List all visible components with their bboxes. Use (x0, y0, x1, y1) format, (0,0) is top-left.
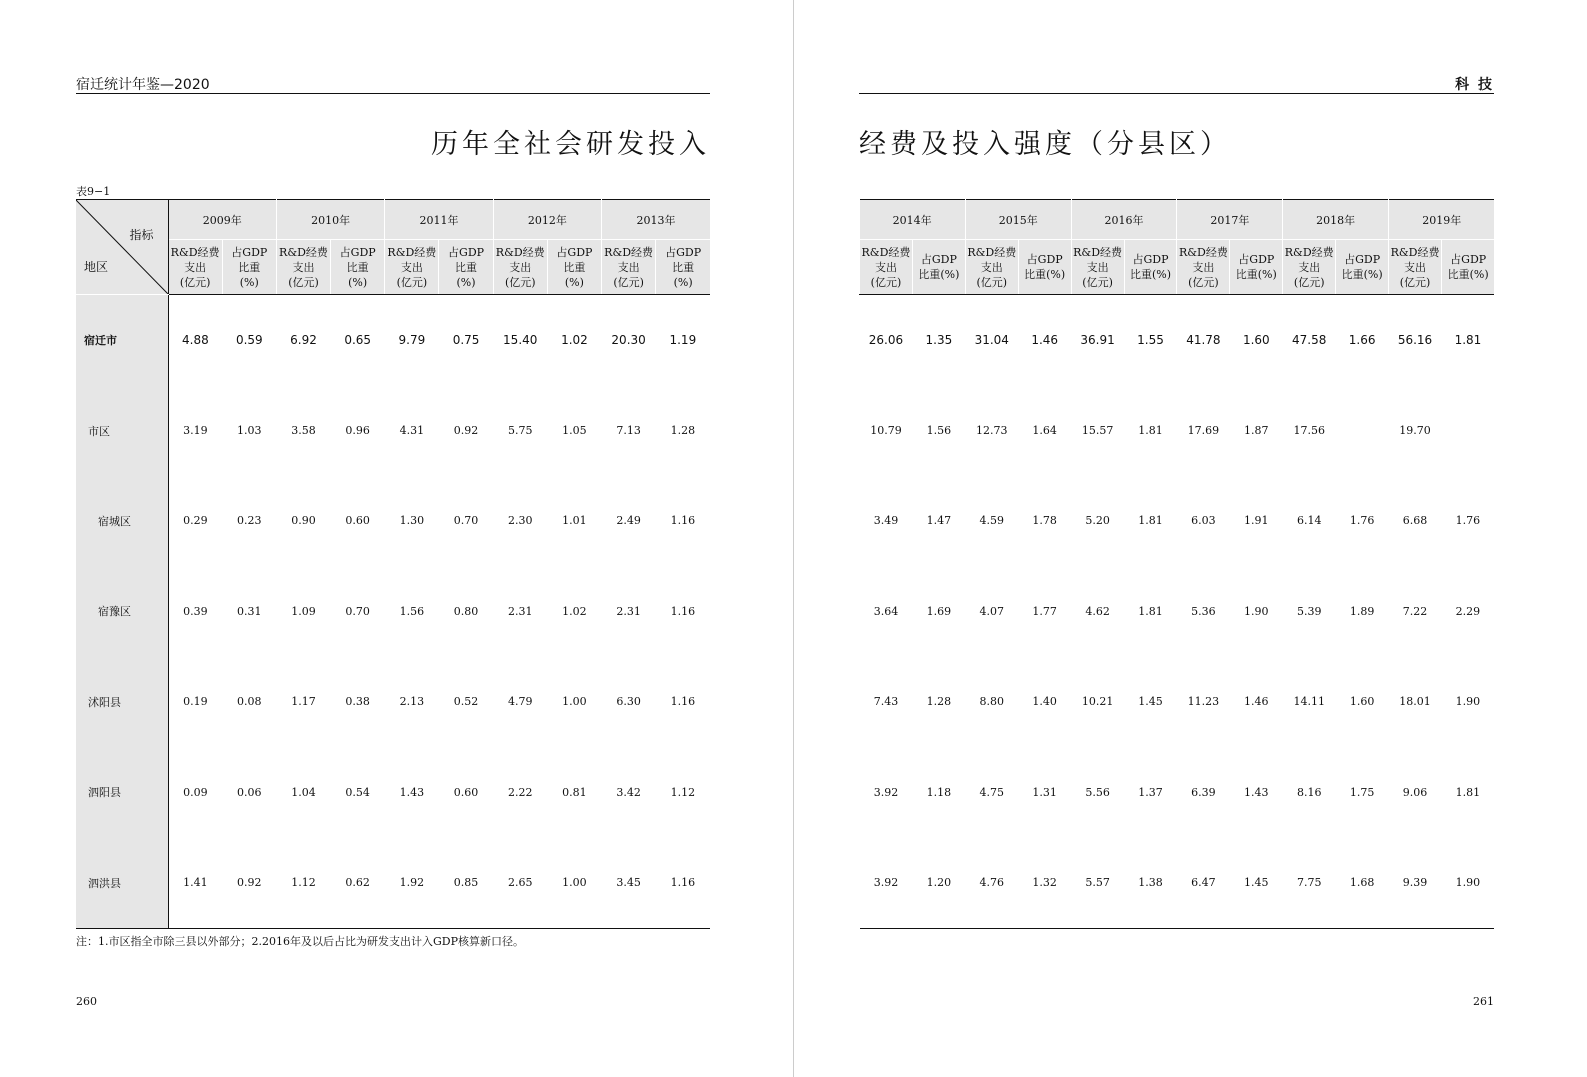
rd-value-cell: 2.22 (507, 785, 533, 799)
gdp-share-cell: 0.38 (345, 695, 370, 709)
rd-value-cell: 10.79 (870, 424, 902, 438)
gdp-share-cell: 1.66 (1348, 333, 1376, 348)
rd-expenditure-header: R&D经费 支出 (亿元) (1071, 240, 1124, 295)
rd-value-cell: 0.29 (183, 514, 208, 528)
running-header-right: 科 技 (1455, 77, 1494, 93)
gdp-share-cell: 1.12 (670, 785, 696, 799)
gdp-share-header: 占GDP 比重(%) (1124, 240, 1177, 295)
gdp-share-cell: 1.90 (1244, 604, 1269, 618)
gdp-share-cell: 1.45 (1138, 695, 1163, 709)
rd-value-cell: 9.79 (398, 333, 426, 348)
region-name: 泗阳县 (76, 747, 168, 837)
gdp-share-cell: 1.46 (1244, 695, 1269, 709)
rd-expenditure-header: R&D经费 支出 (亿元) (602, 240, 656, 295)
table-row (76, 837, 710, 928)
table-row (76, 747, 710, 837)
gdp-share-header: 占GDP 比重(%) (1018, 240, 1071, 295)
gdp-share-cell: 1.81 (1138, 514, 1163, 528)
rd-value-cell: 2.49 (616, 514, 641, 528)
gdp-share-cell: 1.05 (562, 424, 587, 438)
year-header: 2014年 (860, 200, 966, 240)
year-header: 2019年 (1389, 200, 1495, 240)
gdp-share-cell: 1.19 (669, 333, 697, 348)
rd-value-cell: 10.21 (1081, 695, 1114, 709)
rd-value-cell: 2.65 (493, 837, 547, 928)
gdp-share-cell: 1.90 (1441, 837, 1494, 928)
rd-value-cell: 3.92 (873, 785, 899, 799)
rd-value-cell: 17.56 (1293, 424, 1325, 438)
gdp-share-cell: 1.76 (1455, 514, 1481, 528)
rd-value-cell: 8.80 (979, 695, 1005, 709)
gdp-share-cell: 0.92 (453, 424, 479, 438)
corner-indicator-label: 指标 (129, 228, 154, 242)
gdp-share-cell: 0.96 (345, 424, 370, 438)
gdp-share-cell: 0.59 (235, 333, 263, 348)
gdp-share-header: 占GDP 比重(%) (1336, 240, 1389, 295)
gdp-share-cell: 0.85 (439, 837, 493, 928)
gdp-share-cell: 1.00 (547, 837, 601, 928)
gdp-share-header: 占GDP 比重 (%) (547, 240, 601, 295)
year-header: 2013年 (602, 200, 710, 240)
gdp-share-cell: 1.81 (1138, 424, 1163, 438)
gdp-share-cell: 1.28 (670, 424, 696, 438)
gdp-share-cell: 1.31 (1032, 785, 1057, 799)
rd-value-cell: 3.42 (616, 785, 641, 799)
gdp-share-cell: 1.16 (670, 514, 696, 528)
gdp-share-cell: 0.62 (331, 837, 385, 928)
gdp-share-cell: 1.69 (926, 604, 952, 618)
gdp-share-cell: 1.35 (925, 333, 953, 348)
table-row (860, 295, 1495, 386)
gdp-share-cell: 0.23 (237, 514, 262, 528)
rd-value-cell: 17.69 (1187, 424, 1220, 438)
page-number-left: 260 (76, 995, 97, 1008)
year-header: 2011年 (385, 200, 493, 240)
gdp-share-cell: 0.54 (345, 785, 370, 799)
region-name: 宿迁市 (76, 295, 168, 386)
gdp-share-cell: 1.90 (1455, 695, 1481, 709)
gdp-share-cell: 1.16 (656, 837, 710, 928)
table-row (860, 747, 1495, 837)
rd-value-cell: 15.40 (503, 333, 538, 348)
gdp-share-header: 占GDP 比重 (%) (656, 240, 710, 295)
header-rule-left (76, 93, 710, 94)
gdp-share-cell: 1.16 (670, 695, 696, 709)
corner-diagonal-line (76, 200, 168, 294)
gdp-share-cell: 1.28 (926, 695, 952, 709)
rd-value-cell: 4.88 (182, 333, 209, 348)
left-page (0, 0, 793, 1077)
rd-value-cell: 4.62 (1085, 604, 1110, 618)
gdp-share-header: 占GDP 比重 (%) (439, 240, 493, 295)
gdp-share-cell: 1.81 (1138, 604, 1163, 618)
rd-value-cell: 5.36 (1191, 604, 1216, 618)
rd-value-cell: 1.09 (291, 604, 316, 618)
gdp-share-cell: 1.40 (1032, 695, 1057, 709)
gdp-share-cell: 1.60 (1242, 333, 1270, 348)
gdp-share-cell: 0.70 (453, 514, 479, 528)
rd-value-cell: 7.75 (1283, 837, 1336, 928)
rd-value-cell: 56.16 (1397, 333, 1433, 348)
gdp-share-cell: 1.75 (1349, 785, 1375, 799)
data-table-right (859, 199, 1494, 929)
table-row (76, 295, 710, 386)
gdp-share-cell: 0.60 (345, 514, 370, 528)
year-header: 2009年 (168, 200, 276, 240)
gdp-share-cell: 1.20 (912, 837, 965, 928)
gdp-share-header: 占GDP 比重(%) (1230, 240, 1283, 295)
rd-value-cell: 6.68 (1402, 514, 1428, 528)
gdp-share-cell: 0.08 (237, 695, 262, 709)
year-header: 2015年 (965, 200, 1071, 240)
gdp-share-cell (1441, 385, 1494, 475)
rd-value-cell: 3.49 (873, 514, 899, 528)
gdp-share-cell: 1.18 (926, 785, 952, 799)
rd-value-cell: 2.13 (399, 695, 425, 709)
gdp-share-cell: 1.55 (1137, 333, 1164, 348)
gdp-share-cell: 1.78 (1032, 514, 1057, 528)
gdp-share-cell: 0.31 (237, 604, 262, 618)
gdp-share-cell: 1.68 (1336, 837, 1389, 928)
gdp-share-cell: 0.75 (452, 333, 480, 348)
rd-value-cell: 3.19 (183, 424, 208, 438)
page-title-part1: 历年全社会研发投入 (431, 129, 710, 160)
table-row (76, 566, 710, 656)
data-table-left (76, 199, 710, 929)
rd-value-cell: 14.11 (1293, 695, 1325, 709)
gdp-share-cell: 1.64 (1032, 424, 1057, 438)
year-header: 2018年 (1283, 200, 1389, 240)
rd-value-cell: 4.75 (979, 785, 1005, 799)
gdp-share-cell: 1.46 (1031, 333, 1059, 348)
rd-expenditure-header: R&D经费 支出 (亿元) (168, 240, 222, 295)
gdp-share-cell: 1.01 (562, 514, 587, 528)
table-row (860, 837, 1495, 928)
gdp-share-cell: 1.45 (1230, 837, 1283, 928)
rd-value-cell: 0.39 (183, 604, 208, 618)
gdp-share-cell: 1.81 (1455, 785, 1481, 799)
gdp-share-cell: 1.89 (1349, 604, 1375, 618)
rd-value-cell: 1.92 (385, 837, 439, 928)
rd-value-cell: 1.17 (291, 695, 316, 709)
gdp-share-header: 占GDP 比重 (%) (331, 240, 385, 295)
gdp-share-cell: 0.81 (562, 785, 587, 799)
gdp-share-cell: 1.02 (562, 604, 587, 618)
gdp-share-cell: 1.43 (1244, 785, 1269, 799)
rd-value-cell: 47.58 (1292, 333, 1327, 348)
gdp-share-header: 占GDP 比重(%) (912, 240, 965, 295)
rd-value-cell: 15.57 (1081, 424, 1114, 438)
rd-value-cell: 5.57 (1071, 837, 1124, 928)
rd-value-cell: 6.03 (1191, 514, 1216, 528)
table-row (860, 566, 1495, 656)
region-name: 沭阳县 (76, 657, 168, 747)
rd-value-cell: 8.16 (1296, 785, 1322, 799)
rd-value-cell: 1.30 (399, 514, 425, 528)
rd-expenditure-header: R&D经费 支出 (亿元) (1177, 240, 1230, 295)
rd-expenditure-header: R&D经费 支出 (亿元) (1283, 240, 1336, 295)
year-header: 2012年 (493, 200, 601, 240)
table-row (76, 385, 710, 475)
rd-value-cell: 6.92 (290, 333, 317, 348)
gdp-share-cell: 0.92 (222, 837, 276, 928)
gdp-share-cell: 1.91 (1244, 514, 1269, 528)
rd-value-cell: 6.30 (616, 695, 641, 709)
rd-value-cell: 26.06 (868, 333, 904, 348)
rd-value-cell: 1.04 (291, 785, 316, 799)
table-footnote: 注：1.市区指全市除三县以外部分；2.2016年及以后占比为研发支出计入GDP核算新口径。 (76, 935, 524, 948)
corner-region-label: 地区 (84, 260, 109, 274)
rd-expenditure-header: R&D经费 支出 (亿元) (493, 240, 547, 295)
rd-value-cell: 5.56 (1085, 785, 1110, 799)
rd-value-cell: 6.14 (1296, 514, 1322, 528)
rd-value-cell: 5.75 (507, 424, 533, 438)
rd-value-cell: 9.39 (1389, 837, 1442, 928)
rd-value-cell: 2.31 (507, 604, 533, 618)
rd-value-cell: 0.09 (183, 785, 208, 799)
region-name: 市区 (76, 385, 168, 475)
rd-value-cell: 19.70 (1399, 424, 1431, 438)
year-header: 2017年 (1177, 200, 1283, 240)
gdp-share-cell: 1.76 (1349, 514, 1375, 528)
table-row (860, 657, 1495, 747)
rd-value-cell: 6.47 (1177, 837, 1230, 928)
gdp-share-cell: 1.38 (1124, 837, 1177, 928)
table-corner-header (76, 200, 168, 295)
rd-expenditure-header: R&D经费 支出 (亿元) (385, 240, 439, 295)
gdp-share-cell: 0.06 (237, 785, 262, 799)
gdp-share-cell: 1.87 (1244, 424, 1269, 438)
page-number-right: 261 (1473, 995, 1494, 1008)
gdp-share-cell: 1.37 (1138, 785, 1163, 799)
rd-value-cell: 1.56 (399, 604, 425, 618)
rd-value-cell: 6.39 (1191, 785, 1216, 799)
region-name: 宿城区 (76, 476, 168, 566)
rd-value-cell: 3.58 (291, 424, 316, 438)
table-row (76, 476, 710, 566)
gdp-share-cell: 0.65 (344, 333, 372, 348)
rd-value-cell: 5.39 (1296, 604, 1322, 618)
rd-value-cell: 12.73 (976, 424, 1008, 438)
region-name: 泗洪县 (76, 837, 168, 928)
rd-value-cell: 7.13 (616, 424, 641, 438)
table-row (76, 657, 710, 747)
rd-value-cell: 7.43 (873, 695, 899, 709)
table-row (860, 385, 1495, 475)
header-rule-right (859, 93, 1494, 94)
rd-value-cell: 4.76 (965, 837, 1018, 928)
rd-value-cell: 5.20 (1085, 514, 1110, 528)
rd-value-cell: 11.23 (1187, 695, 1220, 709)
gdp-share-cell (1336, 385, 1389, 475)
rd-value-cell: 9.06 (1402, 785, 1428, 799)
rd-value-cell: 2.30 (507, 514, 533, 528)
table-row (860, 476, 1495, 566)
rd-value-cell: 20.30 (611, 333, 646, 348)
rd-value-cell: 1.12 (276, 837, 330, 928)
gdp-share-cell: 1.16 (670, 604, 696, 618)
gdp-share-cell: 1.47 (926, 514, 952, 528)
right-page (794, 0, 1587, 1077)
rd-value-cell: 3.45 (602, 837, 656, 928)
rd-value-cell: 18.01 (1399, 695, 1431, 709)
year-header: 2010年 (276, 200, 384, 240)
gdp-share-cell: 1.56 (926, 424, 952, 438)
rd-value-cell: 31.04 (974, 333, 1009, 348)
rd-value-cell: 4.59 (979, 514, 1005, 528)
rd-value-cell: 41.78 (1186, 333, 1221, 348)
year-header: 2016年 (1071, 200, 1177, 240)
rd-value-cell: 3.92 (860, 837, 913, 928)
rd-value-cell: 7.22 (1402, 604, 1428, 618)
gdp-share-cell: 1.02 (561, 333, 588, 348)
gdp-share-cell: 1.60 (1349, 695, 1375, 709)
rd-value-cell: 2.31 (616, 604, 641, 618)
gdp-share-cell: 2.29 (1455, 604, 1481, 618)
rd-value-cell: 36.91 (1080, 333, 1115, 348)
rd-value-cell: 3.64 (873, 604, 899, 618)
rd-value-cell: 0.90 (291, 514, 316, 528)
gdp-share-header: 占GDP 比重(%) (1441, 240, 1494, 295)
gdp-share-cell: 0.70 (345, 604, 370, 618)
rd-expenditure-header: R&D经费 支出 (亿元) (965, 240, 1018, 295)
rd-value-cell: 4.07 (979, 604, 1005, 618)
gdp-share-cell: 1.32 (1018, 837, 1071, 928)
rd-expenditure-header: R&D经费 支出 (亿元) (860, 240, 913, 295)
gdp-share-cell: 1.81 (1454, 333, 1482, 348)
rd-expenditure-header: R&D经费 支出 (亿元) (276, 240, 330, 295)
rd-value-cell: 0.19 (183, 695, 208, 709)
rd-expenditure-header: R&D经费 支出 (亿元) (1389, 240, 1442, 295)
region-name: 宿豫区 (76, 566, 168, 656)
gdp-share-cell: 0.52 (453, 695, 479, 709)
gdp-share-cell: 0.60 (453, 785, 479, 799)
page-title-part2: 经费及投入强度（分县区） (859, 129, 1231, 160)
running-header-left: 宿迁统计年鉴—2020 (76, 77, 210, 93)
gdp-share-header: 占GDP 比重 (%) (222, 240, 276, 295)
rd-value-cell: 4.79 (507, 695, 533, 709)
gdp-share-cell: 1.03 (237, 424, 262, 438)
rd-value-cell: 1.41 (168, 837, 222, 928)
gdp-share-cell: 0.80 (453, 604, 479, 618)
table-number: 表9−1 (76, 185, 111, 198)
rd-value-cell: 4.31 (399, 424, 425, 438)
gdp-share-cell: 1.77 (1032, 604, 1057, 618)
gdp-share-cell: 1.00 (562, 695, 587, 709)
rd-value-cell: 1.43 (399, 785, 425, 799)
